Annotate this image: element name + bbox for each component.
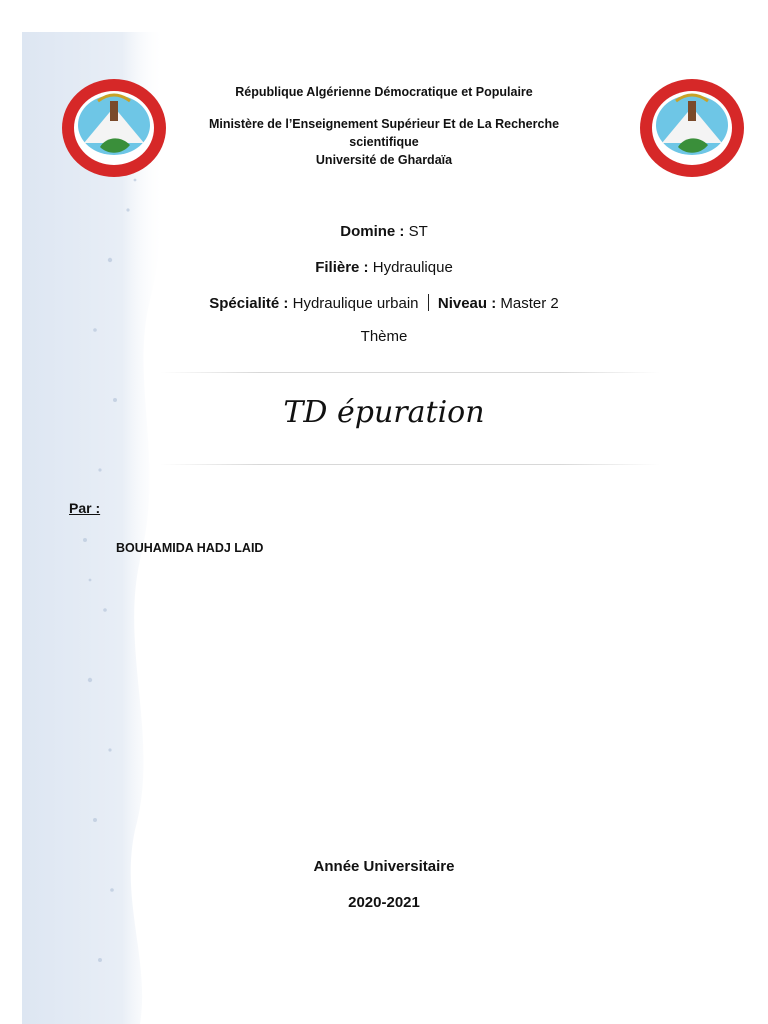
- academic-year-label: Année Universitaire: [313, 858, 455, 875]
- title-bottom-rule: [160, 464, 660, 465]
- par-label: Par :: [69, 500, 101, 516]
- republic-line: République Algérienne Démocratique et Populaire: [235, 85, 533, 99]
- theme-label: Thème: [360, 328, 408, 345]
- domain-label: Domine :: [340, 223, 405, 240]
- domain-value: ST: [408, 223, 428, 240]
- separator: [428, 294, 429, 311]
- domain-line: [0, 223, 768, 240]
- filiere-value: Hydraulique: [372, 259, 453, 276]
- filiere-line: [0, 259, 768, 276]
- specialite-line: [0, 294, 768, 312]
- document-title: TD épuration: [283, 395, 485, 430]
- filiere-label: Filière :: [315, 259, 369, 276]
- academic-year-value: 2020-2021: [348, 894, 420, 911]
- author-name: BOUHAMIDA HADJ LAID: [116, 541, 264, 555]
- niveau-label: Niveau :: [437, 295, 497, 312]
- specialite-label: Spécialité :: [209, 295, 289, 312]
- niveau-value: Master 2: [500, 295, 559, 312]
- university-line: Université de Ghardaïa: [315, 153, 453, 167]
- ministry-line: Ministère de l’Enseignement Supérieur Et de La Recherche: [208, 117, 560, 131]
- specialite-value: Hydraulique urbain: [292, 295, 419, 312]
- ministry-line-cont: scientifique: [349, 135, 419, 149]
- title-top-rule: [160, 372, 660, 373]
